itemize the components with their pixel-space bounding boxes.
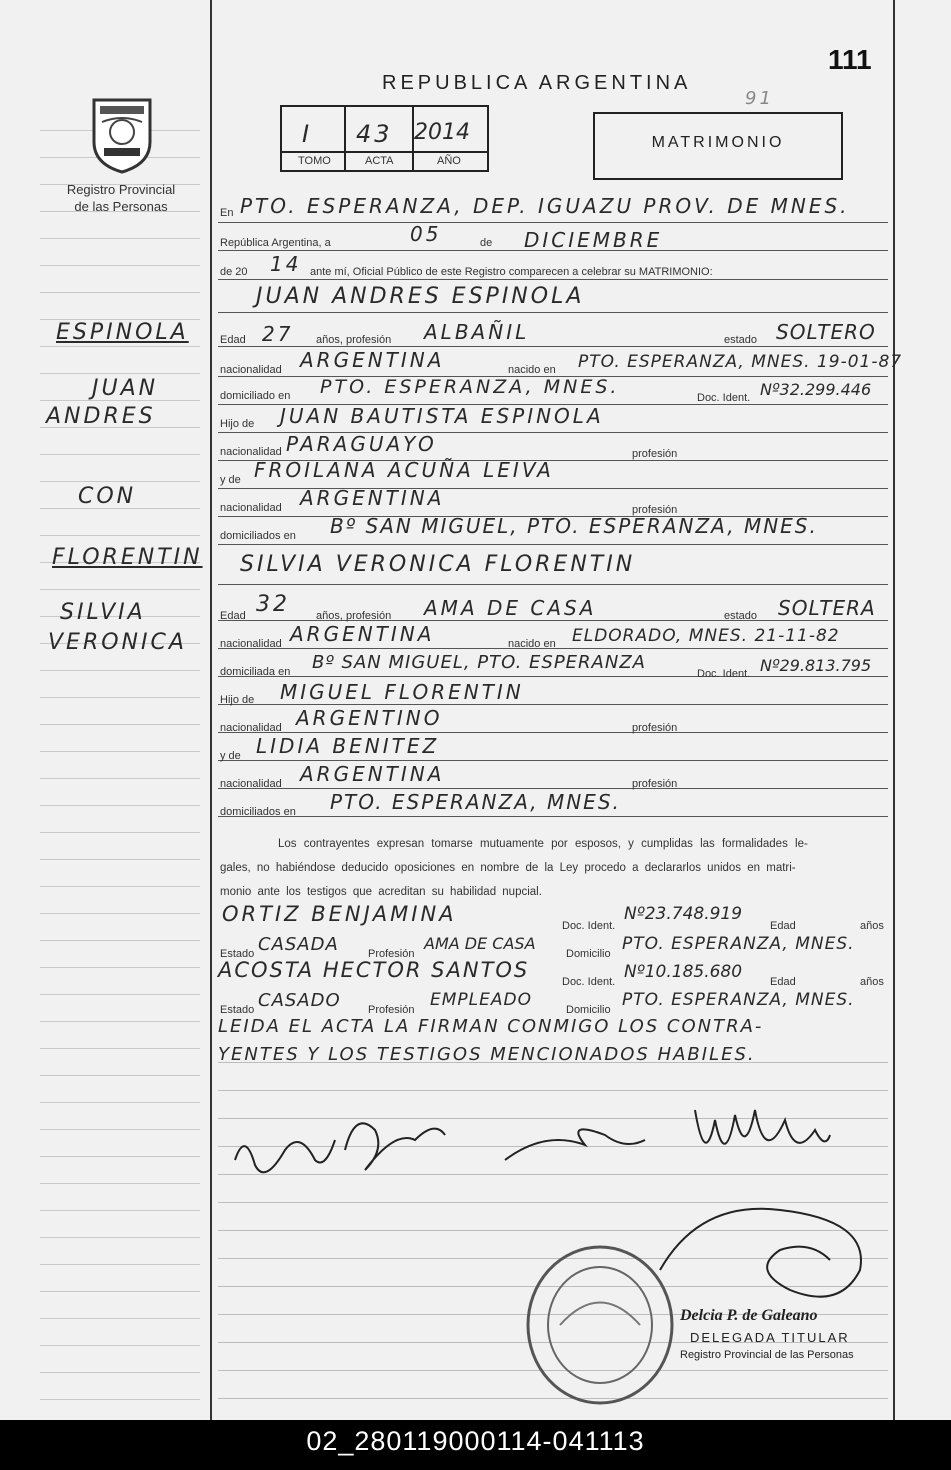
record-type: MATRIMONIO xyxy=(651,134,785,151)
main-rule xyxy=(218,312,888,313)
label-nacionalidad: nacionalidad xyxy=(220,446,282,458)
groom-profession: ALBAÑIL xyxy=(424,320,530,344)
margin-rule xyxy=(40,859,200,860)
margin-rule xyxy=(40,346,200,347)
margin-rule xyxy=(40,1129,200,1130)
signatures xyxy=(225,1090,845,1200)
groom-parents-address: Bº SAN MIGUEL, PTO. ESPERANZA, MNES. xyxy=(330,514,818,538)
footer-code: 02_280119000114-041113 xyxy=(0,1420,951,1470)
groom-birthplace: PTO. ESPERANZA, MNES. 19-01-87 xyxy=(578,352,903,372)
label-nacionalidad: nacionalidad xyxy=(220,638,282,650)
label-domiciliados-en: domiciliados en xyxy=(220,530,296,542)
record-divider xyxy=(344,107,346,170)
label-doc-ident: Doc. Ident. xyxy=(697,668,751,680)
label-profesion: profesión xyxy=(632,778,678,790)
margin-note: CON xyxy=(78,484,137,509)
margin-rule xyxy=(40,1372,200,1373)
label-profesion: Profesión xyxy=(368,1004,415,1016)
label-anos-profesion: años, profesión xyxy=(316,610,392,622)
margin-rule xyxy=(40,751,200,752)
margin-rule xyxy=(40,481,200,482)
margin-rule xyxy=(40,670,200,671)
label-domicilio: Domicilio xyxy=(566,948,611,960)
signature-witness2 xyxy=(695,1110,830,1144)
label-profesion: Profesión xyxy=(368,948,415,960)
margin-rule xyxy=(40,1183,200,1184)
ante-text: ante mí, Oficial Público de este Registro comparecen a celebrar su MATRIMONIO: xyxy=(310,266,713,278)
right-margin-line xyxy=(893,0,895,1420)
label-profesion: profesión xyxy=(632,504,678,516)
margin-rule xyxy=(40,778,200,779)
margin-rule xyxy=(40,1345,200,1346)
official-title: DELEGADA TITULAR xyxy=(690,1330,850,1345)
label-year-prefix: de 20 xyxy=(220,266,248,278)
margin-note: ESPINOLA xyxy=(56,320,189,345)
margin-rule xyxy=(40,1291,200,1292)
margin-rule xyxy=(40,238,200,239)
country-title: REPUBLICA ARGENTINA xyxy=(382,72,692,94)
label-nacido-en: nacido en xyxy=(508,364,556,376)
label-domiciliada-en: domiciliada en xyxy=(220,666,291,678)
signature-witness1 xyxy=(505,1129,645,1160)
label-domiciliados-en: domiciliados en xyxy=(220,806,296,818)
label-estado: estado xyxy=(724,610,758,622)
groom-father: JUAN BAUTISTA ESPINOLA xyxy=(280,404,604,428)
witness1-status: CASADA xyxy=(258,934,339,955)
label-edad: Edad xyxy=(220,610,246,622)
witness1-doc: Nº23.748.919 xyxy=(624,904,743,924)
bride-age: 32 xyxy=(256,592,290,617)
margin-rule xyxy=(40,1156,200,1157)
label-doc-ident: Doc. Ident. xyxy=(697,392,751,404)
bride-status: SOLTERA xyxy=(778,596,876,620)
page-number: 111 xyxy=(828,44,872,75)
groom-father-nationality: PARAGUAYO xyxy=(286,432,437,456)
bride-birthplace: ELDORADO, MNES. 21-11-82 xyxy=(572,626,840,646)
label-republica: República Argentina, a xyxy=(220,237,331,249)
acta-value: 43 xyxy=(356,120,393,148)
legal-paragraph-line: Los contrayentes expresan tomarse mutuamente por esposos, y cumplidas las formalidades le- xyxy=(278,838,808,850)
legal-paragraph-line: gales, no habiéndose deducido oposiciones en nombre de la Ley procedo a declararlos unidos en matri- xyxy=(220,862,796,874)
margin-rule xyxy=(40,940,200,941)
label-nacionalidad: nacionalidad xyxy=(220,364,282,376)
label-profesion: profesión xyxy=(632,448,678,460)
main-rule xyxy=(218,704,888,705)
groom-address: PTO. ESPERANZA, MNES. xyxy=(320,376,620,398)
label-hijo-de: Hijo de xyxy=(220,694,255,706)
label-y-de: y de xyxy=(220,750,241,762)
label-edad: Edad xyxy=(220,334,246,346)
date-day: 05 xyxy=(410,222,442,246)
margin-rule xyxy=(40,1318,200,1319)
label-nacionalidad: nacionalidad xyxy=(220,722,282,734)
margin-rule xyxy=(40,535,200,536)
margin-rule xyxy=(40,1399,200,1400)
label-en: En xyxy=(220,207,234,219)
bride-mother-nationality: ARGENTINA xyxy=(300,762,445,786)
groom-nationality: ARGENTINA xyxy=(300,348,445,372)
bride-father: MIGUEL FLORENTIN xyxy=(280,680,524,704)
left-margin-line xyxy=(210,0,212,1420)
margin-rule xyxy=(40,994,200,995)
stamp-number: 91 xyxy=(745,88,774,109)
groom-doc: Nº32.299.446 xyxy=(760,380,872,399)
bride-doc: Nº29.813.795 xyxy=(760,656,872,675)
label-anos-profesion: años, profesión xyxy=(316,334,392,346)
label-hijo-de: Hijo de xyxy=(220,418,255,430)
witness2-status: CASADO xyxy=(258,990,341,1011)
witness2-address: PTO. ESPERANZA, MNES. xyxy=(622,990,855,1010)
main-rule xyxy=(218,732,888,733)
bride-profession: AMA DE CASA xyxy=(424,596,597,620)
label-nacionalidad: nacionalidad xyxy=(220,502,282,514)
bride-mother: LIDIA BENITEZ xyxy=(256,734,440,758)
margin-rule xyxy=(40,913,200,914)
witness1-name: ORTIZ BENJAMINA xyxy=(222,902,457,926)
margin-rule xyxy=(40,832,200,833)
label-estado: estado xyxy=(724,334,758,346)
label-anos: años xyxy=(860,920,884,932)
margin-note: VERONICA xyxy=(48,630,187,655)
anio-label: AÑO xyxy=(437,155,461,167)
groom-age: 27 xyxy=(262,322,294,346)
margin-rule xyxy=(40,1021,200,1022)
margin-rule xyxy=(40,265,200,266)
tomo-value: I xyxy=(302,120,313,148)
margin-rule xyxy=(40,589,200,590)
bride-nationality: ARGENTINA xyxy=(290,622,435,646)
closing-line: YENTES Y LOS TESTIGOS MENCIONADOS HABILES. xyxy=(218,1044,756,1065)
groom-mother: FROILANA ACUÑA LEIVA xyxy=(254,458,554,482)
label-doc-ident: Doc. Ident. xyxy=(562,920,616,932)
margin-rule xyxy=(40,1075,200,1076)
label-anos: años xyxy=(860,976,884,988)
bride-father-nationality: ARGENTINO xyxy=(296,706,443,730)
date-year: 14 xyxy=(270,252,302,276)
tomo-label: TOMO xyxy=(298,155,331,167)
label-edad: Edad xyxy=(770,920,796,932)
margin-rule xyxy=(40,1102,200,1103)
margin-note: SILVIA xyxy=(60,600,146,625)
groom-status: SOLTERO xyxy=(776,320,876,344)
main-rule xyxy=(218,279,888,280)
label-estado: Estado xyxy=(220,1004,255,1016)
anio-value: 2014 xyxy=(414,120,470,145)
groom-name: JUAN ANDRES ESPINOLA xyxy=(256,284,585,309)
margin-note: ANDRES xyxy=(46,404,156,429)
bride-name: SILVIA VERONICA FLORENTIN xyxy=(240,552,636,577)
legal-paragraph-line: monio ante los testigos que acreditan su habilidad nupcial. xyxy=(220,886,542,898)
bride-address: Bº SAN MIGUEL, PTO. ESPERANZA xyxy=(312,652,646,673)
label-de: de xyxy=(480,237,493,249)
place-text: PTO. ESPERANZA, DEP. IGUAZU PROV. DE MNES. xyxy=(240,194,850,218)
margin-rule xyxy=(40,805,200,806)
margin-rule xyxy=(40,292,200,293)
margin-rule xyxy=(40,373,200,374)
margin-rule xyxy=(40,454,200,455)
margin-rule xyxy=(40,1264,200,1265)
label-domiciliado-en: domiciliado en xyxy=(220,390,291,402)
label-nacionalidad: nacionalidad xyxy=(220,778,282,790)
main-rule xyxy=(218,346,888,347)
registry-name-line2: de las Personas xyxy=(74,199,168,214)
witness2-profession: EMPLEADO xyxy=(430,990,532,1010)
registry-seal-icon xyxy=(86,94,158,174)
groom-mother-nationality: ARGENTINA xyxy=(300,486,445,510)
signature-groom xyxy=(235,1140,335,1172)
margin-rule xyxy=(40,724,200,725)
margin-rule xyxy=(40,1237,200,1238)
margin-rule xyxy=(40,697,200,698)
main-rule xyxy=(218,544,888,545)
label-estado: Estado xyxy=(220,948,255,960)
main-rule xyxy=(218,816,888,817)
main-rule xyxy=(218,584,888,585)
label-doc-ident: Doc. Ident. xyxy=(562,976,616,988)
date-month: DICIEMBRE xyxy=(524,228,663,252)
margin-note: JUAN xyxy=(92,376,159,401)
margin-rule xyxy=(40,967,200,968)
label-nacido-en: nacido en xyxy=(508,638,556,650)
closing-line: LEIDA EL ACTA LA FIRMAN CONMIGO LOS CONTRA- xyxy=(218,1016,764,1037)
signature-bride xyxy=(345,1123,445,1170)
label-domicilio: Domicilio xyxy=(566,1004,611,1016)
margin-note: FLORENTIN xyxy=(52,545,203,570)
witness2-name: ACOSTA HECTOR SANTOS xyxy=(218,958,530,982)
bride-parents-address: PTO. ESPERANZA, MNES. xyxy=(330,790,621,814)
witness1-profession: AMA DE CASA xyxy=(424,934,536,953)
official-name: Delcia P. de Galeano xyxy=(680,1307,818,1324)
acta-label: ACTA xyxy=(365,155,394,167)
registry-name-line1: Registro Provincial xyxy=(66,182,176,197)
label-profesion: profesión xyxy=(632,722,678,734)
record-divider xyxy=(282,151,487,153)
margin-rule xyxy=(40,886,200,887)
main-rule xyxy=(218,222,888,223)
witness1-address: PTO. ESPERANZA, MNES. xyxy=(622,934,855,954)
margin-rule xyxy=(40,1210,200,1211)
witness2-doc: Nº10.185.680 xyxy=(624,962,743,982)
label-y-de: y de xyxy=(220,474,241,486)
official-signature xyxy=(640,1190,890,1320)
official-registry: Registro Provincial de las Personas xyxy=(680,1349,854,1361)
main-rule xyxy=(218,760,888,761)
main-rule xyxy=(218,676,888,677)
main-rule xyxy=(218,788,888,789)
label-edad: Edad xyxy=(770,976,796,988)
margin-rule xyxy=(40,1048,200,1049)
